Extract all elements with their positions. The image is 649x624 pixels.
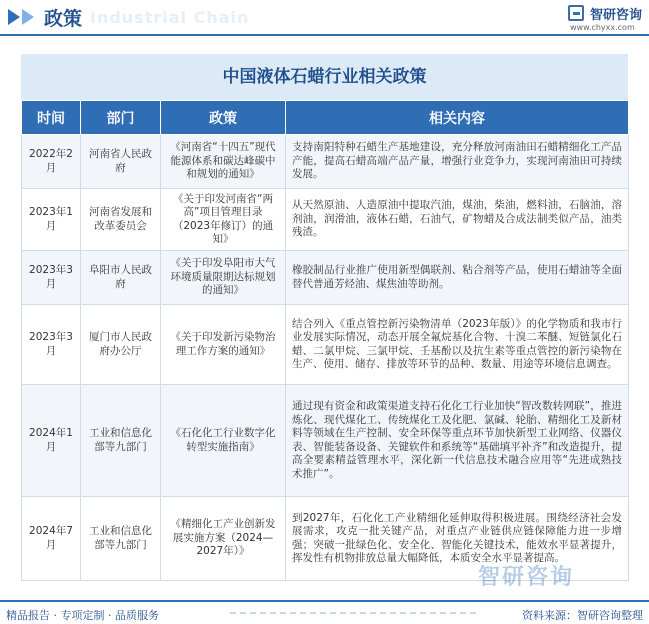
triangle-arrow-light-icon [22,9,34,25]
cell-department: 阜阳市人民政府 [81,251,161,305]
policy-panel [21,54,628,582]
footer-rule [0,600,649,602]
cell-content: 橡胶制品行业推广使用新型偶联剂、粘合剂等产品，使用石蜡油等全面替代普通芳烃油、煤焦油等助剂。 [286,251,629,305]
footer-source: 资料来源：智研咨询整理 [522,609,643,622]
watermark: 智研咨询 [478,565,575,590]
table-header-row [22,101,629,135]
cell-content: 支持南阳特种石蜡生产基地建设，充分释放河南油田石蜡精细化工产品产能，提高石蜡高端产品产量，增强行业竞争力，实现河南油田可持续发展。 [286,135,629,189]
page-footer [0,600,649,624]
footer-dots [230,612,480,614]
footer-tagline: 精品报告 · 专项定制 · 品质服务 [6,609,159,622]
column-header-department: 部门 [81,101,161,135]
cell-time: 2024年1月 [22,385,81,497]
table-row [22,135,629,189]
cell-time: 2023年3月 [22,251,81,305]
top-header [0,0,649,36]
cell-policy: 《河南省“十四五”现代能源体系和碳达峰碳中和规划的通知》 [161,135,286,189]
document-title: 中国液体石蜡行业相关政策 [21,54,628,100]
column-header-time: 时间 [22,101,81,135]
cell-department: 河南省人民政府 [81,135,161,189]
cell-policy: 《关于印发阜阳市大气环境质量限期达标规划的通知》 [161,251,286,305]
cell-policy: 《关于印发河南省“两高”项目管理目录（2023年修订）的通知》 [161,189,286,251]
cell-content: 从天然原油、人造原油中提取汽油，煤油，柴油，燃料油，石脑油，溶剂油，润滑油，液体石蜡，石油气，矿物蜡及合成法制类似产品，油类残渣。 [286,189,629,251]
cell-department: 工业和信息化部等九部门 [81,497,161,581]
triangle-arrow-icon [8,9,20,25]
cell-content: 到2027年，石化化工产业精细化延伸取得积极进展。围绕经济社会发展需求，攻克一批关键产品，对重点产业链供应链保障能力进一步增强；突破一批绿色化、安全化、智能化关键技术，能效水平显著提升，挥发性有机物排放总量大幅降低，本质安全水平显著提高。 [286,497,629,581]
cell-time: 2024年7月 [22,497,81,581]
brand-logo-icon [568,5,584,21]
brand-name: 智研咨询 [590,8,643,23]
cell-policy: 《关于印发新污染物治理工作方案的通知》 [161,305,286,385]
policy-table [21,100,629,581]
table-row [22,251,629,305]
column-header-policy: 政策 [161,101,286,135]
table-row [22,189,629,251]
brand-url: www.chyxx.com [570,23,635,32]
cell-content: 通过现有资金和政策渠道支持石化化工行业加快“智改数转网联”，推进炼化、现代煤化工、传统煤化工及化肥、氯碱、轮胎、精细化工及新材料等领域在生产控制、安全环保等重点环节加快新型工业网络、仪器仪表、智能装备设备、关键软件和系统等“基础填平补齐”和改造提升，提高全要素精益管理水平，深化新一代信息技术融合应用等“先进成熟技术推广”。 [286,385,629,497]
cell-policy: 《石化化工行业数字化转型实施指南》 [161,385,286,497]
section-title: 政策 [44,8,83,30]
cell-department: 厦门市人民政府办公厅 [81,305,161,385]
cell-time: 2023年1月 [22,189,81,251]
cell-content: 结合列入《重点管控新污染物清单（2023年版）》的化学物质和我市行业发展实际情况，动态开展全氟烷基化合物、十溴二苯醚、短链氯化石蜡、二氯甲烷、三氯甲烷、壬基酚以及抗生素等重点管控的新污染物在生产、使用、储存、排放等环节的品种、数量、用途等环境信息调查。 [286,305,629,385]
header-rule [0,34,649,36]
table-row [22,385,629,497]
cell-time: 2022年2月 [22,135,81,189]
ghost-text: Industrial Chain [90,8,250,27]
cell-department: 河南省发展和改革委员会 [81,189,161,251]
cell-policy: 《精细化工产业创新发展实施方案（2024—2027年）》 [161,497,286,581]
column-header-content: 相关内容 [286,101,629,135]
table-row [22,305,629,385]
cell-department: 工业和信息化部等九部门 [81,385,161,497]
cell-time: 2023年3月 [22,305,81,385]
